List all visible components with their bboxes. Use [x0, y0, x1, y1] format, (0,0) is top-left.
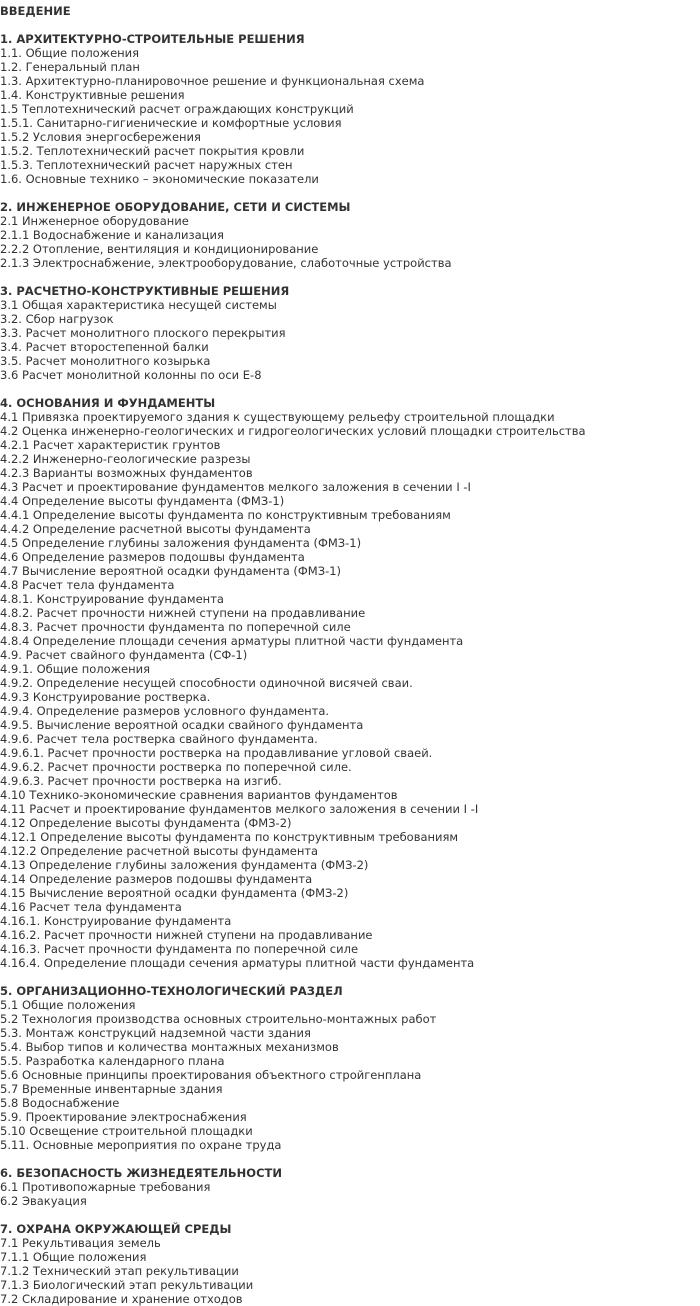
toc-item: 4.10 Технико-экономические сравнения вариантов фундаментов — [0, 788, 398, 802]
toc-item: 1.6. Основные технико – экономические показатели — [0, 172, 319, 186]
toc-item: 4.15 Вычисление вероятной осадки фундамента (ФМЗ-2) — [0, 886, 349, 900]
toc-item: 4.12.1 Определение высоты фундамента по конструктивным требованиям — [0, 830, 459, 844]
toc-item: 5.10 Освещение строительной площадки — [0, 1124, 253, 1138]
toc-item: 4.16.2. Расчет прочности нижней ступени на продавливание — [0, 928, 373, 942]
intro-heading: ВВЕДЕНИЕ — [0, 4, 71, 18]
toc-item: 4.2.1 Расчет характеристик грунтов — [0, 438, 221, 452]
toc-item: 4.9.2. Определение несущей способности одиночной висячей сваи. — [0, 676, 413, 690]
section-heading: 2. ИНЖЕНЕРНОЕ ОБОРУДОВАНИЕ, СЕТИ И СИСТЕМЫ — [0, 200, 351, 214]
toc-item: 6.2 Эвакуация — [0, 1194, 87, 1208]
toc-item: 2.1.3 Электроснабжение, электрооборудование, слаботочные устройства — [0, 256, 452, 270]
toc-item: 4.8 Расчет тела фундамента — [0, 578, 175, 592]
toc-item: 4.13 Определение глубины заложения фундамента (ФМЗ-2) — [0, 858, 369, 872]
toc-item: 7.1.2 Технический этап рекультивации — [0, 1264, 239, 1278]
toc-section — [0, 1166, 700, 1208]
toc-item: 5.3. Монтаж конструкций надземной части здания — [0, 1026, 311, 1040]
toc-section — [0, 1222, 700, 1306]
toc-item: 3.5. Расчет монолитного козырька — [0, 354, 211, 368]
toc-item: 4.12 Определение высоты фундамента (ФМЗ-2) — [0, 816, 292, 830]
section-heading: 3. РАСЧЕТНО-КОНСТРУКТИВНЫЕ РЕШЕНИЯ — [0, 284, 290, 298]
toc-item: 1.5.2 Условия энергосбережения — [0, 130, 201, 144]
section-gap — [0, 18, 700, 32]
toc-item: 4.9.5. Вычисление вероятной осадки свайного фундамента — [0, 718, 364, 732]
toc-item: 5.7 Временные инвентарные здания — [0, 1082, 223, 1096]
toc-section — [0, 284, 700, 382]
toc-item: 4.3 Расчет и проектирование фундаментов мелкого заложения в сечении I -I — [0, 480, 471, 494]
toc-item: 4.8.1. Конструирование фундамента — [0, 592, 224, 606]
toc-item: 1.3. Архитектурно-планировочное решение и функциональная схема — [0, 74, 425, 88]
section-heading: 1. АРХИТЕКТУРНО-СТРОИТЕЛЬНЫЕ РЕШЕНИЯ — [0, 32, 305, 46]
toc-item: 4.9.4. Определение размеров условного фундамента. — [0, 704, 330, 718]
toc-item: 4.4.1 Определение высоты фундамента по конструктивным требованиям — [0, 508, 451, 522]
toc-section — [0, 32, 700, 186]
toc-item: 4.9.6. Расчет тела ростверка свайного фундамента. — [0, 732, 318, 746]
section-gap — [0, 970, 700, 984]
toc-item: 5.8 Водоснабжение — [0, 1096, 120, 1110]
toc-item: 4.16 Расчет тела фундамента — [0, 900, 182, 914]
toc-item: 4.8.2. Расчет прочности нижней ступени на продавливание — [0, 606, 366, 620]
toc-item: 4.8.4 Определение площади сечения арматуры плитной части фундамента — [0, 634, 464, 648]
toc-item: 4.2.3 Варианты возможных фундаментов — [0, 466, 253, 480]
section-gap — [0, 1152, 700, 1166]
toc-item: 4.5 Определение глубины заложения фундамента (ФМЗ-1) — [0, 536, 362, 550]
toc-item: 4.9.1. Общие положения — [0, 662, 151, 676]
toc-item: 5.5. Разработка календарного плана — [0, 1054, 225, 1068]
toc-item: 4.16.1. Конструирование фундамента — [0, 914, 232, 928]
toc-item: 4.1 Привязка проектируемого здания к существующему рельефу строительной площадки — [0, 410, 555, 424]
toc-item: 3.1 Общая характеристика несущей системы — [0, 298, 277, 312]
toc-item: 4.4 Определение высоты фундамента (ФМЗ-1) — [0, 494, 285, 508]
toc-item: 4.2.2 Инженерно-геологические разрезы — [0, 452, 251, 466]
toc-item: 2.1.1 Водоснабжение и канализация — [0, 228, 224, 242]
sections-container — [0, 18, 700, 1306]
toc-item: 1.1. Общие положения — [0, 46, 140, 60]
section-gap — [0, 186, 700, 200]
toc-item: 6.1 Противопожарные требования — [0, 1180, 211, 1194]
toc-item: 5.4. Выбор типов и количества монтажных механизмов — [0, 1040, 339, 1054]
section-gap — [0, 270, 700, 284]
section-gap — [0, 382, 700, 396]
toc-item: 1.4. Конструктивные решения — [0, 88, 185, 102]
toc-item: 3.6 Расчет монолитной колонны по оси Е-8 — [0, 368, 262, 382]
toc-item: 5.1 Общие положения — [0, 998, 136, 1012]
toc-item: 1.5.1. Санитарно-гигиенические и комфортные условия — [0, 116, 342, 130]
toc-item: 1.5.2. Теплотехнический расчет покрытия кровли — [0, 144, 305, 158]
toc-item: 2.1 Инженерное оборудование — [0, 214, 189, 228]
toc-item: 2.2.2 Отопление, вентиляция и кондиционирование — [0, 242, 319, 256]
toc-item: 4.9. Расчет свайного фундамента (СФ-1) — [0, 648, 248, 662]
toc-section — [0, 984, 700, 1152]
toc-item: 4.12.2 Определение расчетной высоты фундамента — [0, 844, 319, 858]
toc-item: 4.2 Оценка инженерно-геологических и гидрогеологических условий площадки строительства — [0, 424, 586, 438]
section-heading: 5. ОРГАНИЗАЦИОННО-ТЕХНОЛОГИЧЕСКИЙ РАЗДЕЛ — [0, 984, 343, 998]
toc-item: 4.8.3. Расчет прочности фундамента по поперечной силе — [0, 620, 351, 634]
section-heading: 7. ОХРАНА ОКРУЖАЮЩЕЙ СРЕДЫ — [0, 1222, 232, 1236]
toc-item: 7.1.1 Общие положения — [0, 1250, 147, 1264]
toc-item: 5.2 Технология производства основных строительно-монтажных работ — [0, 1012, 437, 1026]
toc-section — [0, 396, 700, 970]
toc-section — [0, 200, 700, 270]
section-gap — [0, 1208, 700, 1222]
toc-item: 5.9. Проектирование электроснабжения — [0, 1110, 247, 1124]
toc-item: 1.5 Теплотехнический расчет ограждающих конструкций — [0, 102, 354, 116]
toc-item: 3.2. Сбор нагрузок — [0, 312, 114, 326]
toc-item: 5.6 Основные принципы проектирования объектного стройгенплана — [0, 1068, 422, 1082]
toc-item: 4.9.6.1. Расчет прочности ростверка на продавливание угловой сваей. — [0, 746, 433, 760]
section-heading: 6. БЕЗОПАСНОСТЬ ЖИЗНЕДЕЯТЕЛЬНОСТИ — [0, 1166, 282, 1180]
toc-item: 4.11 Расчет и проектирование фундаментов мелкого заложения в сечении I -I — [0, 802, 479, 816]
toc-item: 4.7 Вычисление вероятной осадки фундамента (ФМЗ-1) — [0, 564, 342, 578]
toc-item: 4.4.2 Определение расчетной высоты фундамента — [0, 522, 311, 536]
section-heading: 4. ОСНОВАНИЯ И ФУНДАМЕНТЫ — [0, 396, 216, 410]
toc-item: 4.16.3. Расчет прочности фундамента по поперечной силе — [0, 942, 359, 956]
toc-item: 4.9.6.2. Расчет прочности ростверка по поперечной силе. — [0, 760, 352, 774]
toc-item: 4.9.6.3. Расчет прочности ростверка на изгиб. — [0, 774, 282, 788]
toc-item: 4.9.3 Конструирование ростверка. — [0, 690, 211, 704]
toc-item: 1.2. Генеральный план — [0, 60, 140, 74]
toc-item: 3.4. Расчет второстепенной балки — [0, 340, 209, 354]
toc-item: 4.6 Определение размеров подошвы фундамента — [0, 550, 305, 564]
toc-item: 7.2 Складирование и хранение отходов — [0, 1292, 243, 1306]
toc-item: 5.11. Основные мероприятия по охране труда — [0, 1138, 282, 1152]
toc-item: 4.16.4. Определение площади сечения арматуры плитной части фундамента — [0, 956, 475, 970]
toc-item: 7.1 Рекультивация земель — [0, 1236, 161, 1250]
toc-item: 3.3. Расчет монолитного плоского перекрытия — [0, 326, 286, 340]
toc-item: 4.14 Определение размеров подошвы фундамента — [0, 872, 313, 886]
toc-item: 1.5.3. Теплотехнический расчет наружных стен — [0, 158, 293, 172]
toc-item: 7.1.3 Биологический этап рекультивации — [0, 1278, 254, 1292]
